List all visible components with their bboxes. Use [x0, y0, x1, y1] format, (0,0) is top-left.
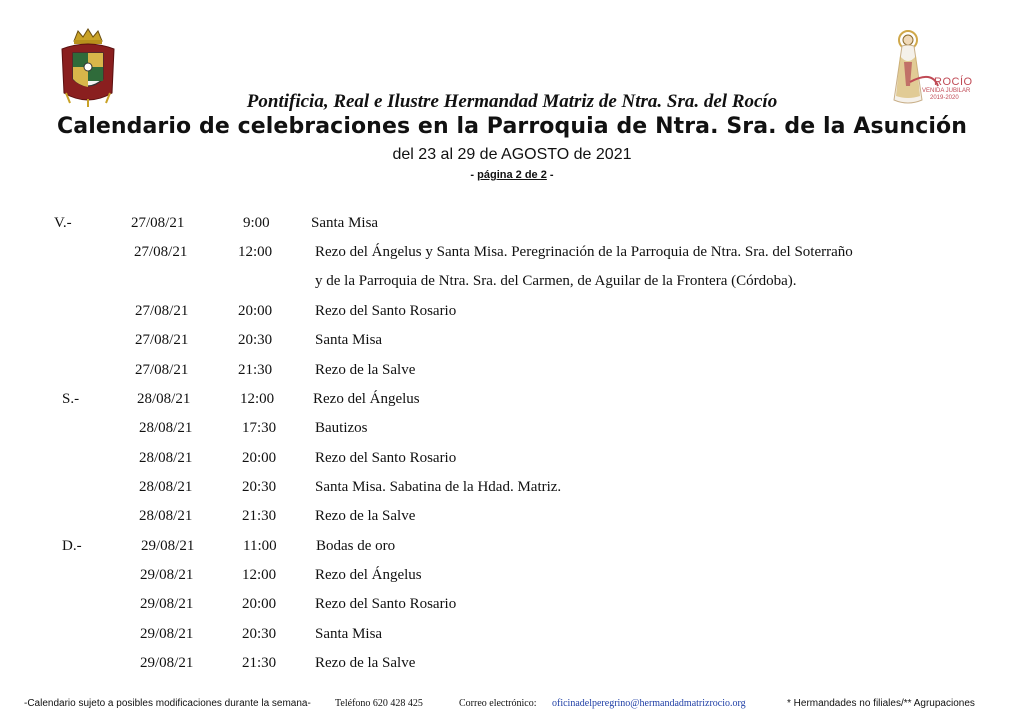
row-event: Rezo del Ángelus y Santa Misa. Peregrinación de la Parroquia de Ntra. Sra. del Soterraño — [315, 244, 853, 260]
row-date: 29/08/21 — [140, 655, 194, 671]
row-time: 12:00 — [242, 567, 277, 583]
schedule-row — [0, 273, 1024, 302]
row-event: Bodas de oro — [316, 538, 396, 554]
row-event: Bautizos — [315, 420, 368, 436]
footer-email[interactable] — [552, 698, 746, 709]
logo-rocio-text: ROCÍO — [934, 76, 973, 88]
schedule-row — [0, 215, 1024, 244]
row-time: 20:30 — [242, 626, 277, 642]
row-event: y de la Parroquia de Ntra. Sra. del Carmen, de Aguilar de la Frontera (Córdoba). — [315, 273, 797, 289]
schedule-row — [0, 391, 1024, 420]
row-date: 28/08/21 — [137, 391, 191, 407]
row-time: 11:00 — [243, 538, 277, 554]
row-time: 20:00 — [242, 450, 277, 466]
row-date: 28/08/21 — [139, 479, 193, 495]
row-time: 20:00 — [238, 303, 273, 319]
row-time: 12:00 — [240, 391, 275, 407]
schedule-row — [0, 596, 1024, 625]
row-date: 28/08/21 — [139, 420, 193, 436]
schedule-row — [0, 244, 1024, 273]
schedule-row — [0, 450, 1024, 479]
schedule-row — [0, 626, 1024, 655]
page-label: página 2 de 2 — [477, 169, 547, 181]
schedule-row — [0, 362, 1024, 391]
row-date: 28/08/21 — [139, 450, 193, 466]
footer-phone: Teléfono 620 428 425 — [335, 698, 423, 709]
logo-venida-text: VENIDA JUBILAR — [922, 88, 971, 94]
schedule-row — [0, 538, 1024, 567]
row-day: S.- — [62, 391, 80, 407]
row-time: 17:30 — [242, 420, 277, 436]
row-event: Rezo del Ángelus — [313, 391, 420, 407]
org-title: Pontificia, Real e Ilustre Hermandad Matriz de Ntra. Sra. del Rocío — [246, 91, 778, 112]
footer-email-label: Correo electrónico: — [459, 698, 537, 709]
footer-legend: * Hermandades no filiales/** Agrupaciones — [787, 698, 975, 709]
email-link[interactable]: oficinadelperegrino@hermandadmatrizrocio.org — [552, 698, 746, 709]
row-date: 27/08/21 — [131, 215, 185, 231]
row-event: Rezo del Santo Rosario — [315, 596, 457, 612]
schedule-row — [0, 508, 1024, 537]
row-time: 12:00 — [238, 244, 273, 260]
row-day: D.- — [62, 538, 82, 554]
page-prefix: - — [470, 169, 475, 181]
schedule-row — [0, 332, 1024, 361]
row-event: Rezo de la Salve — [315, 655, 416, 671]
page-suffix: - — [549, 169, 554, 181]
row-time: 21:30 — [242, 508, 277, 524]
row-event: Santa Misa. Sabatina de la Hdad. Matriz. — [315, 479, 562, 495]
row-date: 29/08/21 — [141, 538, 195, 554]
schedule-row — [0, 479, 1024, 508]
row-time: 9:00 — [243, 215, 270, 231]
row-event: Rezo del Santo Rosario — [315, 450, 457, 466]
row-date: 27/08/21 — [135, 362, 189, 378]
schedule-row — [0, 303, 1024, 332]
row-event: Rezo de la Salve — [315, 362, 416, 378]
row-event: Rezo del Santo Rosario — [315, 303, 457, 319]
schedule-row — [0, 420, 1024, 449]
row-time: 21:30 — [238, 362, 273, 378]
row-date: 28/08/21 — [139, 508, 193, 524]
row-date: 29/08/21 — [140, 626, 194, 642]
row-date: 29/08/21 — [140, 596, 194, 612]
row-time: 20:00 — [242, 596, 277, 612]
date-range: del 23 al 29 de AGOSTO de 2021 — [392, 146, 632, 163]
row-time: 20:30 — [242, 479, 277, 495]
row-date: 27/08/21 — [134, 244, 188, 260]
row-event: Santa Misa — [315, 626, 383, 642]
footer-note: -Calendario sujeto a posibles modificaciones durante la semana- — [24, 698, 311, 709]
page-title: Calendario de celebraciones en la Parroquia de Ntra. Sra. de la Asunción — [57, 114, 967, 139]
row-day: V.- — [54, 215, 72, 231]
row-event: Rezo de la Salve — [315, 508, 416, 524]
schedule-row — [0, 567, 1024, 596]
row-time: 21:30 — [242, 655, 277, 671]
row-date: 29/08/21 — [140, 567, 194, 583]
row-event: Santa Misa — [311, 215, 379, 231]
row-date: 27/08/21 — [135, 332, 189, 348]
row-event: Santa Misa — [315, 332, 383, 348]
logo-years-text: 2019-2020 — [930, 95, 959, 101]
row-event: Rezo del Ángelus — [315, 567, 422, 583]
schedule-row — [0, 655, 1024, 684]
page-indicator — [0, 169, 1024, 181]
row-date: 27/08/21 — [135, 303, 189, 319]
row-time: 20:30 — [238, 332, 273, 348]
